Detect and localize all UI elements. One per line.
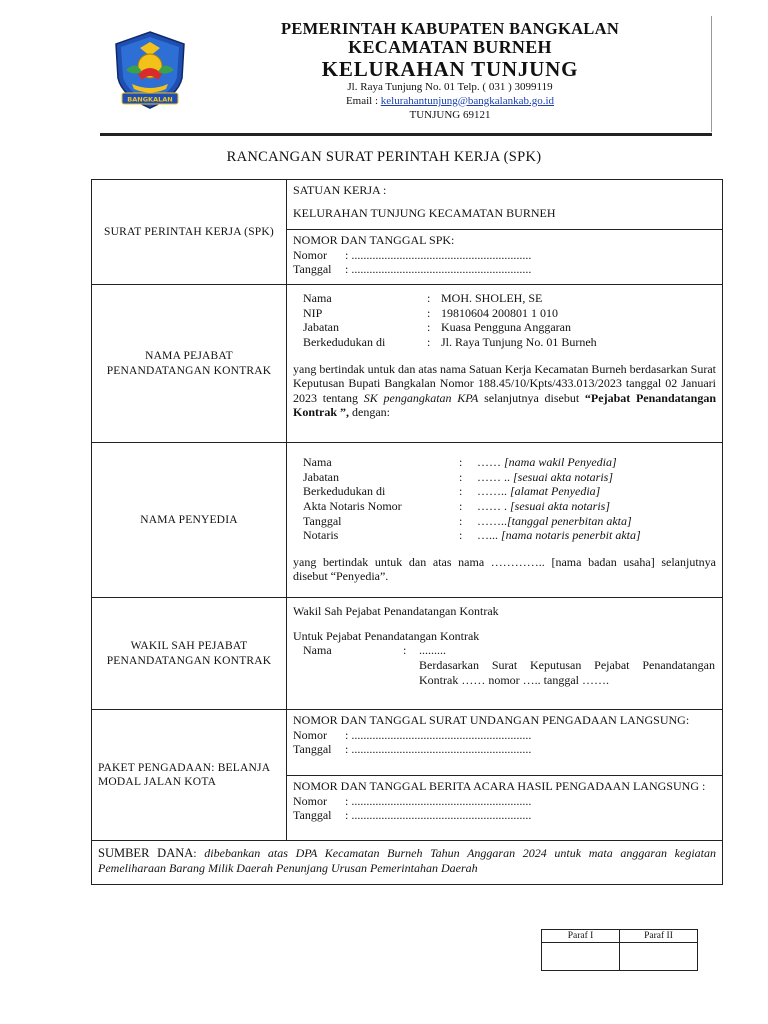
field-sep: :: [427, 305, 431, 320]
penyedia-fields: [303, 455, 641, 543]
spk-row-satuan: [92, 180, 723, 230]
penyedia-field: [303, 484, 641, 499]
tanggal-label: Tanggal: [293, 262, 332, 277]
field-sep: :: [427, 320, 431, 335]
pejabat-label: NAMA PEJABAT PENANDATANGAN KONTRAK: [92, 285, 287, 443]
penyedia-field: [303, 455, 641, 470]
paraf-2-header: Paraf II: [620, 930, 698, 943]
paraf-box: [541, 929, 698, 971]
letterhead-email-line: [190, 95, 710, 109]
field-dots: ……..: [477, 513, 507, 528]
field-value: Jl. Raya Tunjung No. 01 Burneh: [441, 334, 597, 349]
sumber-dana-label: SUMBER DANA: [98, 846, 194, 860]
wakil-line-1: Wakil Sah Pejabat Penandatangan Kontrak: [293, 604, 499, 618]
pejabat-para-text: yang bertindak untuk dan atas nama Satuan Kerja Kecamatan Burneh berdasarkan Surat Keputusan Bupati Bangkalan Nomor 188.45/10/Kpts/433.013/2023 tanggal 02 Januari 2023 tentang: [293, 361, 716, 405]
penyedia-field: [303, 514, 641, 529]
pejabat-para-text-3: dengan:: [349, 405, 391, 420]
field-key: Jabatan: [303, 320, 339, 335]
pejabat-cell: [287, 285, 723, 443]
wakil-label: WAKIL SAH PEJABAT PENANDATANGAN KONTRAK: [92, 598, 287, 710]
field-dots: ……: [477, 455, 504, 469]
field-key: Nama: [303, 455, 332, 469]
nomor-tanggal-spk-label: NOMOR DAN TANGGAL SPK:: [293, 233, 455, 247]
paraf-1-header: Paraf I: [542, 930, 620, 943]
email-label: Email :: [345, 94, 381, 107]
tanggal-value: : ............................................................: [345, 808, 532, 823]
field-key: NIP: [303, 305, 323, 320]
wakil-nama-sep: :: [403, 643, 407, 658]
field-value: [nama notaris penerbit akta]: [501, 528, 641, 543]
wakil-nama-label: Nama: [303, 643, 332, 658]
field-key: Nama: [303, 291, 332, 305]
pejabat-field: [303, 335, 597, 350]
field-value: 19810604 200801 1 010: [441, 305, 558, 320]
tanggal-label: Tanggal: [293, 808, 332, 823]
nomor-value: : ............................................................: [345, 247, 532, 262]
field-sep: :: [427, 291, 431, 305]
sumber-dana-cell: [92, 841, 723, 885]
letterhead-government: PEMERINTAH KABUPATEN BANGKALAN: [280, 19, 620, 38]
wakil-cell: [287, 598, 723, 710]
wakil-fields: [303, 643, 715, 687]
satuan-kerja-cell: [287, 180, 723, 230]
letterhead-postal: TUNJUNG 69121: [409, 108, 491, 121]
field-dots: ……..: [477, 484, 510, 499]
nomor-label: Nomor: [293, 793, 327, 808]
berita-cell: [287, 776, 723, 841]
field-value: MOH. SHOLEH, SE: [441, 291, 543, 305]
satuan-kerja-label: SATUAN KERJA :: [293, 183, 387, 197]
wakil-row: [92, 598, 723, 710]
pejabat-field: [303, 320, 597, 335]
berita-fields: [293, 794, 531, 823]
field-value: [nama wakil Penyedia]: [504, 455, 617, 469]
field-sep: :: [459, 484, 463, 499]
sumber-dana-colon: :: [193, 846, 205, 860]
field-value: Kuasa Pengguna Anggaran: [441, 320, 571, 335]
tanggal-value: : ............................................................: [345, 262, 532, 277]
penyedia-field: [303, 470, 641, 485]
field-value: [sesuai akta notaris]: [510, 498, 611, 513]
tanggal-label: Tanggal: [293, 742, 332, 757]
wakil-nama-value: .........: [419, 643, 446, 658]
field-dots: …...: [477, 528, 501, 543]
penyedia-field: [303, 499, 641, 514]
letterhead: [190, 20, 710, 122]
paket-label: PAKET PENGADAAN: BELANJA MODAL JALAN KOTA: [92, 710, 287, 841]
field-sep: :: [427, 334, 431, 349]
pejabat-para-text-2: selanjutnya disebut: [478, 390, 585, 405]
paket-row-undangan: [92, 710, 723, 776]
penyedia-cell: [287, 443, 723, 598]
satuan-kerja-value: KELURAHAN TUNJUNG KECAMATAN BURNEH: [293, 205, 556, 220]
document-title: RANCANGAN SURAT PERINTAH KERJA (SPK): [226, 149, 542, 165]
penyedia-row: [92, 443, 723, 598]
field-dots: …… .: [477, 498, 510, 513]
page-edge-line: [711, 16, 712, 132]
pejabat-field: [303, 291, 597, 306]
paraf-2-signature-box: [620, 943, 698, 971]
field-sep: :: [459, 513, 463, 528]
nomor-value: : ............................................................: [345, 727, 532, 742]
pejabat-para-bold: “Pejabat Penandatangan Kontrak ”,: [293, 390, 717, 420]
sumber-dana-text: dibebankan atas DPA Kecamatan Burneh Tahun Anggaran 2024 untuk mata anggaran kegiatan Pemeliharaan Barang Milik Daerah Penunjang Urusan Pemerintahan Daerah: [98, 846, 717, 876]
bangkalan-emblem-logo: [112, 30, 188, 110]
wakil-description: Berdasarkan Surat Keputusan Pejabat Penandatangan Kontrak …… nomor ….. tanggal …….: [419, 657, 715, 687]
letterhead-rule: [100, 133, 712, 136]
field-sep: :: [459, 498, 463, 513]
field-key: Tanggal: [303, 513, 342, 528]
nomor-label: Nomor: [293, 247, 327, 262]
pejabat-para-sk: SK pengangkatan KPA: [363, 390, 479, 405]
penyedia-paragraph: yang bertindak untuk dan atas nama ………….. [nama badan usaha] selanjutnya disebut “Penyedia”.: [293, 554, 716, 584]
field-key: Berkedudukan di: [303, 484, 386, 499]
berita-label: NOMOR DAN TANGGAL BERITA ACARA HASIL PENGADAAN LANGSUNG :: [293, 779, 706, 793]
field-sep: :: [459, 469, 463, 484]
spk-table: [91, 179, 723, 885]
undangan-cell: [287, 710, 723, 776]
paraf-1-signature-box: [542, 943, 620, 971]
pejabat-paragraph: [293, 362, 716, 421]
spk-label: SURAT PERINTAH KERJA (SPK): [92, 180, 287, 285]
undangan-fields: [293, 728, 531, 757]
email-link[interactable]: kelurahantunjung@bangkalankab.go.id: [380, 94, 555, 107]
field-value: [sesuai akta notaris]: [513, 469, 614, 484]
wakil-line-2: Untuk Pejabat Penandatangan Kontrak: [293, 628, 480, 643]
penyedia-field: [303, 528, 641, 543]
field-key: Jabatan: [303, 469, 339, 484]
field-key: Notaris: [303, 528, 339, 543]
pejabat-field: [303, 306, 597, 321]
letterhead-address: Jl. Raya Tunjung No. 01 Telp. ( 031 ) 3099119: [347, 81, 553, 94]
field-sep: :: [459, 455, 463, 469]
pejabat-fields: [303, 291, 597, 350]
letterhead-district: KECAMATAN BURNEH: [348, 37, 552, 58]
sumber-dana-row: [92, 841, 723, 885]
field-dots: …… ..: [477, 469, 513, 484]
pejabat-row: [92, 285, 723, 443]
nomor-value: : ............................................................: [345, 793, 532, 808]
field-value: [alamat Penyedia]: [510, 484, 601, 499]
undangan-label: NOMOR DAN TANGGAL SURAT UNDANGAN PENGADAAN LANGSUNG:: [293, 713, 690, 727]
logo-text: BANGKALAN: [127, 95, 173, 104]
letterhead-village: KELURAHAN TUNJUNG: [321, 56, 579, 81]
nomor-tanggal-spk-cell: [287, 230, 723, 285]
field-sep: :: [459, 528, 463, 543]
penyedia-label: NAMA PENYEDIA: [92, 443, 287, 598]
nomor-tanggal-spk-fields: [293, 248, 531, 277]
field-key: Akta Notaris Nomor: [303, 498, 402, 513]
nomor-label: Nomor: [293, 727, 327, 742]
field-value: [tanggal penerbitan akta]: [507, 513, 632, 528]
tanggal-value: : ............................................................: [345, 742, 532, 757]
field-key: Berkedudukan di: [303, 334, 386, 349]
